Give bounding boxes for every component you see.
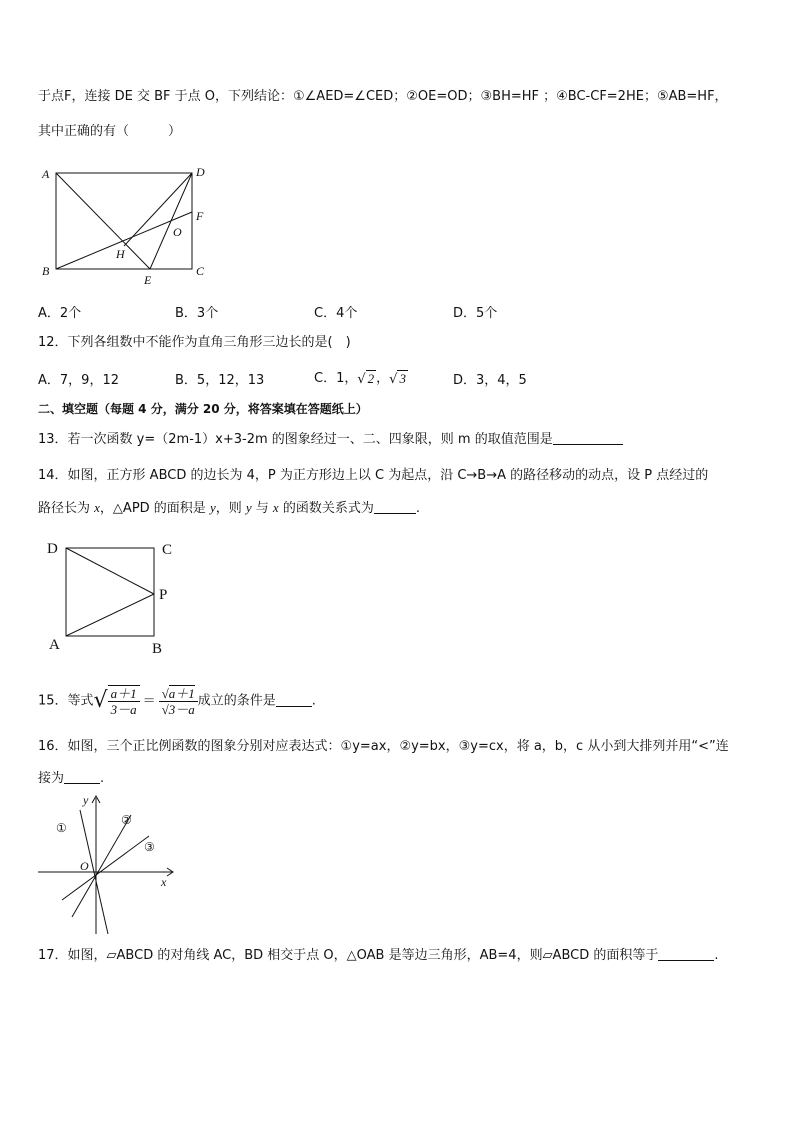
- label-d: D: [196, 165, 205, 179]
- label-line2: ②: [121, 813, 132, 827]
- line-3: [62, 836, 149, 900]
- label-line1: ①: [56, 821, 67, 835]
- sqrt-2: √ 2: [357, 371, 375, 387]
- q11-stem-line1: 于点F，连接 DE 交 BF 于点 O，下列结论：①∠AED=∠CED；②OE=OD；③BH=HF ；④BC-CF=2HE；⑤AB=HF，: [38, 89, 728, 104]
- label-f: F: [196, 209, 204, 223]
- q16-figure: [36, 790, 181, 940]
- q17: 17．如图，▱ABCD 的对角线 AC，BD 相交于点 O，△OAB 是等边三角形，AB=4，则▱ABCD 的面积等于 .: [38, 948, 719, 963]
- label-c: C: [196, 264, 205, 278]
- q16-stem-line1: 16．如图，三个正比例函数的图象分别对应表达式：①y=ax，②y=bx，③y=cx，将 a，b，c 从小到大排列并用“<”连: [38, 739, 729, 754]
- q11-option-b: B．3个: [175, 306, 219, 321]
- q11-option-c: C．4个: [314, 306, 358, 321]
- q17-answer-blank[interactable]: [658, 948, 714, 961]
- q14-answer-blank[interactable]: [374, 501, 416, 514]
- label-b: B: [42, 264, 50, 278]
- segment-ae: [56, 173, 150, 269]
- q13-answer-blank[interactable]: [553, 432, 623, 445]
- segment-dp: [66, 548, 154, 594]
- q11-figure: [38, 160, 218, 290]
- label-line3: ③: [144, 840, 155, 854]
- sqrt-3: √ 3: [389, 371, 406, 387]
- q12-option-b: B．5，12，13: [175, 373, 265, 388]
- q13: 13．若一次函数 y=（2m-1）x+3-2m 的图象经过一、二、四象限，则 m 的取值范围是: [38, 431, 623, 449]
- segment-dh: [124, 173, 192, 246]
- q15-answer-blank[interactable]: [276, 694, 312, 707]
- label-h: H: [116, 247, 125, 261]
- q14-stem-line2: 路径长为 x，△APD 的面积是 y，则 y 与 x 的函数关系式为 .: [38, 500, 420, 516]
- q12-option-d: D．3，4，5: [453, 373, 527, 388]
- label-d: D: [47, 541, 58, 557]
- q12-option-a: A．7，9，12: [38, 373, 119, 388]
- label-o: O: [173, 225, 182, 239]
- label-o: O: [80, 859, 89, 873]
- q14-stem-line1: 14．如图，正方形 ABCD 的边长为 4，P 为正方形边上以 C 为起点，沿 C→B→A 的路径移动的动点，设 P 点经过的: [38, 468, 709, 483]
- label-a: A: [49, 637, 60, 653]
- label-b: B: [152, 641, 163, 657]
- label-p: P: [159, 587, 168, 603]
- q16-answer-blank[interactable]: [64, 771, 100, 784]
- q16-stem-line2: 接为 .: [38, 771, 105, 786]
- label-e: E: [144, 273, 152, 287]
- segment-de: [150, 173, 192, 269]
- q11-option-a: A．2个: [38, 306, 82, 321]
- segment-ap: [66, 594, 154, 636]
- q11-option-d: D．5个: [453, 306, 498, 321]
- label-c: C: [162, 542, 173, 558]
- q14-figure: [44, 536, 184, 658]
- q15-left-fraction: $\frac{a+1}{3-a}$: [108, 685, 140, 717]
- section2-title: 二、填空题（每题 4 分，满分 20 分，将答案填在答题纸上）: [38, 402, 368, 416]
- q12-option-c: C．1，√ 2 ，√ 3: [314, 371, 406, 387]
- label-y: y: [83, 793, 89, 807]
- q15-right-fraction: $\frac{√a+1}{√3-a}$: [159, 686, 198, 717]
- label-x: x: [161, 875, 167, 889]
- q11-stem-line2: 其中正确的有（ ）: [38, 124, 182, 139]
- label-a: A: [42, 167, 50, 181]
- q12-stem: 12．下列各组数中不能作为直角三角形三边长的是( ): [38, 335, 351, 350]
- q15: 15．等式√ $\frac{a+1}{3-a}$ ＝ $\frac{√a+1}{√3-a}$ 成立的条件是 .: [38, 685, 316, 717]
- square-abcd: [66, 548, 154, 636]
